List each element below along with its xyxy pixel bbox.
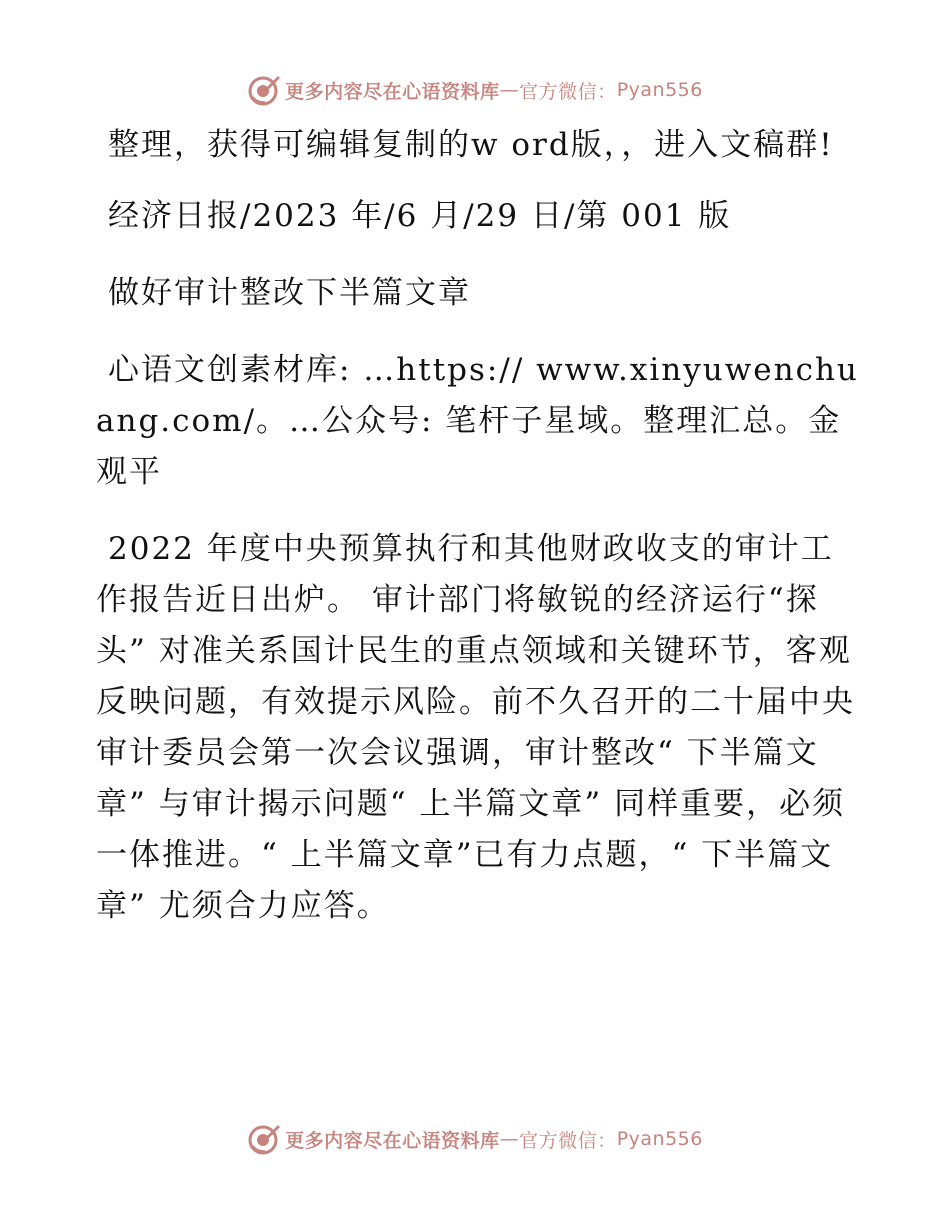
footer-wechat-id: Pyan556 xyxy=(616,1128,703,1150)
header-wechat-label: 官方微信： xyxy=(519,80,617,103)
footer-banner xyxy=(0,1119,950,1159)
footer-brand-text: 更多内容尽在心语资料库 xyxy=(285,1129,500,1152)
article-headline: 做好审计整改下半篇文章 xyxy=(108,275,471,311)
header-separator: — xyxy=(499,79,520,101)
pen-logo-icon xyxy=(247,73,281,107)
header-banner xyxy=(0,70,950,110)
pen-logo-icon xyxy=(247,1122,281,1156)
footer-separator: — xyxy=(499,1128,520,1150)
body-paragraph: 2022 年度中央预算执行和其他财政收支的审计工作报告近日出炉。 审计部门将敏锐的经济运行“探头” 对准关系国计民生的重点领域和关键环节，客观反映问题，有效提示风险。前不久召开的二十届中央审计委员会第一次会议强调，审计整改“ 下半篇文章” 与审计揭示问题“ 上半篇文章” 同样重要，必须一体推进。“ 上半篇文章”已有力点题，“ 下半篇文章” 尤须合力应答。 xyxy=(96,531,855,924)
credit-paragraph: 心语文创素材库: …https:// www.xinyuwenchuang.com/。…公众号: 笔杆子星域。整理汇总。金观平 xyxy=(96,352,859,490)
source-line: 经济日报/2023 年/6 月/29 日/第 001 版 xyxy=(108,198,732,234)
document-body xyxy=(96,120,866,958)
header-wechat-id: Pyan556 xyxy=(616,79,703,101)
header-brand-text: 更多内容尽在心语资料库 xyxy=(285,80,500,103)
footer-wechat-label: 官方微信： xyxy=(519,1129,617,1152)
intro-paragraph: 整理，获得可编辑复制的w ord版，，进入文稿群! xyxy=(108,127,834,163)
